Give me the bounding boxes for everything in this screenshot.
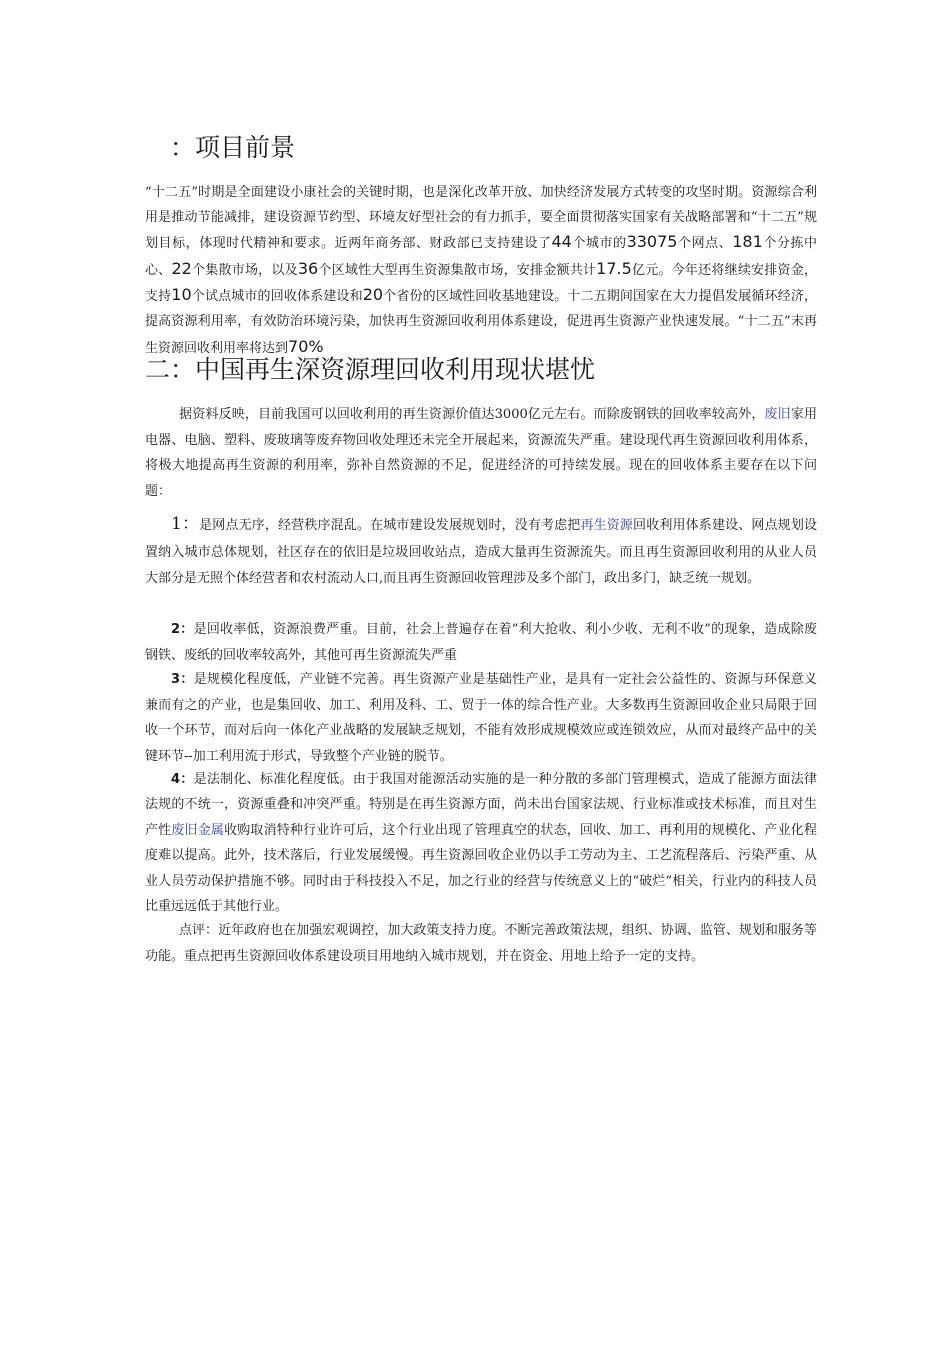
text-run: 个区域性大型再生资源集散市场，安排金额共计 [318,262,597,278]
number-run: 181 [732,232,763,252]
number-run: 36 [297,258,319,278]
text-run: 亿元。今年还将继续安排资金，支持 [145,262,817,305]
issue-1-paragraph [145,511,817,593]
text-run: 是网点无序，经营秩序混乱。在城市建设发展规划时，没有考虑把 [199,518,581,533]
comment-paragraph [145,918,817,970]
number-run: 17.5 [596,258,632,278]
text-run: 据资料反映，目前我国可以回收利用的再生资源价值达3000亿元左右。而除废钢铁的回收率较高外， [179,407,765,422]
number-run: 10 [171,285,192,305]
text-run: 是规模化程度低，产业链不完善。再生资源产业是基础性产业，是具有一定社会公益性的、资源与环保意义兼而有之的产业，也是集回收、加工、利用及科、工、贸于一体的综合性产业。大多数再生资源回收企业只局限于回收一个环节，而对后向一体化产业战略的发展缺乏规划，不能有效形成规模效应或连锁效应，从而对最终产品中的关键环节--加工利用流于形式，导致整个产业链的脱节。 [145,672,817,764]
text-run: 家用电器、电脑、塑料、废玻璃等废弃物回收处理还未完全开展起来，资源流失严重。建设现代再生资源回收利用体系，将极大地提高再生资源的利用率，弥补自然资源的不足，促进经济的可持续发展。现在的回收体系主要存在以下问题： [145,407,817,500]
text-run: 是法制化、标准化程度低。由于我国对能源活动实施的是一种分散的多部门管理模式，造成了能源方面法律法规的不统一，资源重叠和冲突严重。特别是在再生资源方面，尚未出台国家法规、行业标准或技术标准，而且对生产性 [145,772,817,838]
issue-number: 2： [171,622,194,637]
text-run: 是回收率低，资源浪费严重。目前，社会上普遍存在着“利大抢收、利小少收、无利不收”的现象，造成除废钢铁、废纸的回收率较高外，其他可再生资源流失严重 [145,622,817,663]
number-run: 22 [171,258,192,278]
status-intro-paragraph [145,402,817,505]
prospects-paragraph [145,181,817,361]
text-run: 个集散市场，以及 [191,262,298,278]
text-run: 个省份的区域性回收基地建设。十二五期间国家在大力提倡发展循环经济，提高资源利用率，有效防治环境污染，加快再生资源回收利用体系建设，促进再生资源产业快速发展。“十二五”末再生资源回收利用率将达到 [145,289,817,356]
issue-number: 4： [171,772,194,787]
number-run: 44 [551,232,572,252]
text-run: “十二五”时期是全面建设小康社会的关键时期，也是深化改革开放、加快经济发展方式转变的攻坚时期。资源综合利用是推动节能减排，建设资源节约型、环境友好型社会的有力抓手，要全面贯彻落实国家有关战略部署和“十二五”规划目标，体现时代精神和要求。近两年商务部、财政部已支持建设了 [145,185,817,252]
issue-number: 1： [171,514,200,534]
text-run: 个分拣中心、 [145,236,817,278]
number-run: 20 [362,285,384,305]
number-run: 33075 [626,232,678,252]
issue-4-paragraph [145,767,817,919]
link-feijiu-jinshu[interactable]: 废旧金属 [171,822,225,838]
issue-3-paragraph [145,667,817,769]
text-run: 个试点城市的回收体系建设和 [191,289,363,305]
text-run: 收购取消特种行业许可后，这个行业出现了管理真空的状态，回收、加工、再利用的规模化、产业化程度难以提高。此外，技术落后，行业发展缓慢。再生资源回收企业仍以手工劳动为主、工艺流程落后、污染严重、从业人员劳动保护措施不够。同时由于科技投入不足，加之行业的经营与传统意义上的“破烂”相关，行业内的科技人员比重远远低于其他行业。 [145,822,817,915]
link-zaisheng-ziyuan[interactable]: 再生资源 [580,518,634,533]
link-feijiu[interactable]: 废旧 [764,407,791,422]
text-run: 点评：近年政府也在加强宏观调控，加大政策支持力度。不断完善政策法规，组织、协调、监管、规划和服务等功能。重点把再生资源回收体系建设项目用地纳入城市规划，并在资金、用地上给予一定的支持。 [145,923,817,964]
section-heading-status: 二：中国再生深资源理回收利用现状堪忧 [145,355,596,384]
number-run: 70% [288,336,324,356]
text-run: 回收利用体系建设、网点规划设置纳入城市总体规划，社区存在的依旧是垃圾回收站点，造成大量再生资源流失。而且再生资源回收利用的从业人员大部分是无照个体经营者和农村流动人口,而且再生资源回收管理涉及多个部门，政出多门，缺乏统一规划。 [145,518,817,586]
issue-2-paragraph [145,617,817,669]
text-run: 个城市的 [571,236,627,252]
issue-number: 3： [171,672,194,687]
text-run: 个网点、 [677,236,733,252]
section-heading-prospects: ：项目前景 [170,133,296,162]
